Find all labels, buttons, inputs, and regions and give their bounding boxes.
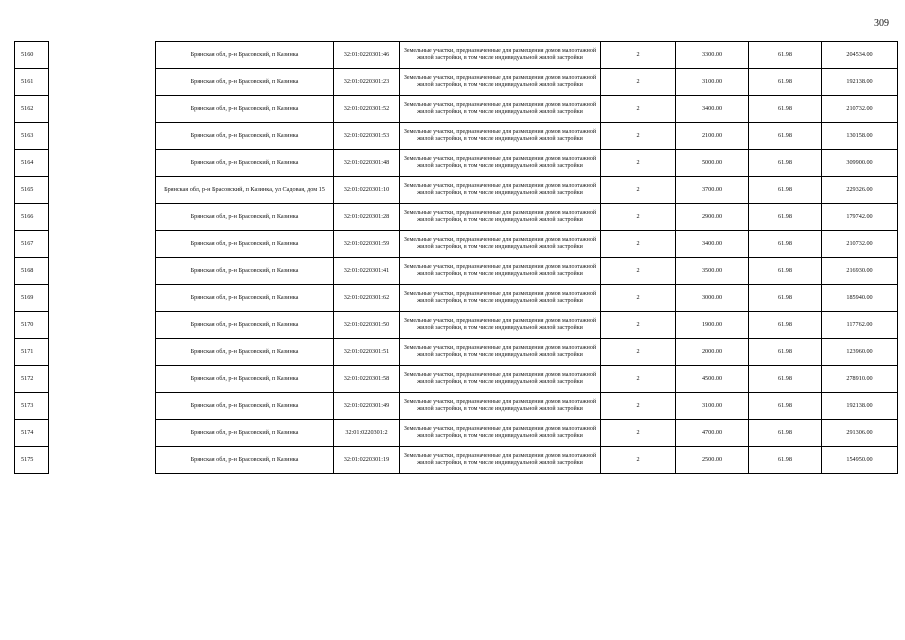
cadastral-value-cell: 291306.00 xyxy=(822,420,898,447)
blank-cell xyxy=(49,177,156,204)
land-use-cell: Земельные участки, предназначенные для размещения домов малоэтажной жилой застройки, в том числе индивидуальной жилой застройки xyxy=(400,150,601,177)
row-number-cell: 5168 xyxy=(15,258,49,285)
land-use-cell: Земельные участки, предназначенные для размещения домов малоэтажной жилой застройки, в том числе индивидуальной жилой застройки xyxy=(400,420,601,447)
cadastral-value-cell: 154950.00 xyxy=(822,447,898,474)
cadastral-value-cell: 216930.00 xyxy=(822,258,898,285)
blank-cell xyxy=(49,204,156,231)
area-cell: 2900.00 xyxy=(676,204,749,231)
category-cell: 2 xyxy=(601,312,676,339)
cadastral-number-cell: 32:01:0220301:19 xyxy=(334,447,400,474)
specific-value-cell: 61.98 xyxy=(749,231,822,258)
category-cell: 2 xyxy=(601,42,676,69)
area-cell: 3400.00 xyxy=(676,231,749,258)
cadastral-value-cell: 278910.00 xyxy=(822,366,898,393)
category-cell: 2 xyxy=(601,258,676,285)
land-use-cell: Земельные участки, предназначенные для размещения домов малоэтажной жилой застройки, в том числе индивидуальной жилой застройки xyxy=(400,285,601,312)
specific-value-cell: 61.98 xyxy=(749,393,822,420)
area-cell: 3300.00 xyxy=(676,42,749,69)
category-cell: 2 xyxy=(601,447,676,474)
category-cell: 2 xyxy=(601,150,676,177)
specific-value-cell: 61.98 xyxy=(749,285,822,312)
row-number-cell: 5169 xyxy=(15,285,49,312)
row-number-cell: 5160 xyxy=(15,42,49,69)
area-cell: 5000.00 xyxy=(676,150,749,177)
cadastral-number-cell: 32:01:0220301:23 xyxy=(334,69,400,96)
blank-cell xyxy=(49,42,156,69)
cadastral-number-cell: 32:01:0220301:51 xyxy=(334,339,400,366)
table-row xyxy=(15,258,898,285)
blank-cell xyxy=(49,150,156,177)
blank-cell xyxy=(49,339,156,366)
specific-value-cell: 61.98 xyxy=(749,258,822,285)
address-cell: Брянская обл, р-н Брасовский, п Казинка xyxy=(156,312,334,339)
row-number-cell: 5165 xyxy=(15,177,49,204)
area-cell: 3100.00 xyxy=(676,69,749,96)
table-row xyxy=(15,123,898,150)
specific-value-cell: 61.98 xyxy=(749,312,822,339)
table-row xyxy=(15,204,898,231)
cadastral-number-cell: 32:01:0220301:28 xyxy=(334,204,400,231)
cadastral-number-cell: 32:01:0220301:10 xyxy=(334,177,400,204)
row-number-cell: 5171 xyxy=(15,339,49,366)
cadastral-value-cell: 179742.00 xyxy=(822,204,898,231)
category-cell: 2 xyxy=(601,420,676,447)
cadastral-number-cell: 32:01:0220301:62 xyxy=(334,285,400,312)
blank-cell xyxy=(49,366,156,393)
cadastral-value-cell: 117762.00 xyxy=(822,312,898,339)
category-cell: 2 xyxy=(601,123,676,150)
area-cell: 2000.00 xyxy=(676,339,749,366)
land-use-cell: Земельные участки, предназначенные для размещения домов малоэтажной жилой застройки, в том числе индивидуальной жилой застройки xyxy=(400,42,601,69)
table-row xyxy=(15,393,898,420)
blank-cell xyxy=(49,123,156,150)
specific-value-cell: 61.98 xyxy=(749,204,822,231)
blank-cell xyxy=(49,312,156,339)
cadastral-number-cell: 32:01:0220301:2 xyxy=(334,420,400,447)
specific-value-cell: 61.98 xyxy=(749,42,822,69)
address-cell: Брянская обл, р-н Брасовский, п Казинка xyxy=(156,42,334,69)
table-row xyxy=(15,312,898,339)
blank-cell xyxy=(49,285,156,312)
area-cell: 3100.00 xyxy=(676,393,749,420)
row-number-cell: 5163 xyxy=(15,123,49,150)
page-number: 309 xyxy=(874,18,889,29)
area-cell: 2500.00 xyxy=(676,447,749,474)
row-number-cell: 5167 xyxy=(15,231,49,258)
table-row xyxy=(15,177,898,204)
area-cell: 3000.00 xyxy=(676,285,749,312)
land-use-cell: Земельные участки, предназначенные для размещения домов малоэтажной жилой застройки, в том числе индивидуальной жилой застройки xyxy=(400,393,601,420)
cadastral-value-cell: 309900.00 xyxy=(822,150,898,177)
cadastral-number-cell: 32:01:0220301:53 xyxy=(334,123,400,150)
land-use-cell: Земельные участки, предназначенные для размещения домов малоэтажной жилой застройки, в том числе индивидуальной жилой застройки xyxy=(400,312,601,339)
land-use-cell: Земельные участки, предназначенные для размещения домов малоэтажной жилой застройки, в том числе индивидуальной жилой застройки xyxy=(400,96,601,123)
cadastral-value-cell: 185940.00 xyxy=(822,285,898,312)
table-row xyxy=(15,231,898,258)
table-body xyxy=(15,42,898,474)
cadastral-number-cell: 32:01:0220301:50 xyxy=(334,312,400,339)
land-use-cell: Земельные участки, предназначенные для размещения домов малоэтажной жилой застройки, в том числе индивидуальной жилой застройки xyxy=(400,123,601,150)
address-cell: Брянская обл, р-н Брасовский, п Казинка xyxy=(156,96,334,123)
area-cell: 2100.00 xyxy=(676,123,749,150)
land-use-cell: Земельные участки, предназначенные для размещения домов малоэтажной жилой застройки, в том числе индивидуальной жилой застройки xyxy=(400,447,601,474)
table-row xyxy=(15,366,898,393)
blank-cell xyxy=(49,420,156,447)
category-cell: 2 xyxy=(601,177,676,204)
address-cell: Брянская обл, р-н Брасовский, п Казинка xyxy=(156,69,334,96)
table-row xyxy=(15,285,898,312)
table-row xyxy=(15,447,898,474)
category-cell: 2 xyxy=(601,393,676,420)
cadastral-value-cell: 210732.00 xyxy=(822,96,898,123)
blank-cell xyxy=(49,447,156,474)
address-cell: Брянская обл, р-н Брасовский, п Казинка xyxy=(156,366,334,393)
row-number-cell: 5173 xyxy=(15,393,49,420)
address-cell: Брянская обл, р-н Брасовский, п Казинка xyxy=(156,258,334,285)
cadastral-number-cell: 32:01:0220301:41 xyxy=(334,258,400,285)
cadastral-value-cell: 123960.00 xyxy=(822,339,898,366)
specific-value-cell: 61.98 xyxy=(749,447,822,474)
area-cell: 4500.00 xyxy=(676,366,749,393)
land-use-cell: Земельные участки, предназначенные для размещения домов малоэтажной жилой застройки, в том числе индивидуальной жилой застройки xyxy=(400,69,601,96)
address-cell: Брянская обл, р-н Брасовский, п Казинка xyxy=(156,339,334,366)
land-use-cell: Земельные участки, предназначенные для размещения домов малоэтажной жилой застройки, в том числе индивидуальной жилой застройки xyxy=(400,339,601,366)
address-cell: Брянская обл, р-н Брасовский, п Казинка xyxy=(156,150,334,177)
table-row xyxy=(15,42,898,69)
blank-cell xyxy=(49,393,156,420)
cadastral-value-cell: 192138.00 xyxy=(822,393,898,420)
address-cell: Брянская обл, р-н Брасовский, п Казинка xyxy=(156,393,334,420)
cadastral-value-cell: 229326.00 xyxy=(822,177,898,204)
specific-value-cell: 61.98 xyxy=(749,96,822,123)
address-cell: Брянская обл, р-н Брасовский, п Казинка xyxy=(156,204,334,231)
cadastral-value-table xyxy=(14,41,898,474)
row-number-cell: 5162 xyxy=(15,96,49,123)
cadastral-number-cell: 32:01:0220301:49 xyxy=(334,393,400,420)
cadastral-value-cell: 130158.00 xyxy=(822,123,898,150)
blank-cell xyxy=(49,258,156,285)
row-number-cell: 5164 xyxy=(15,150,49,177)
address-cell: Брянская обл, р-н Брасовский, п Казинка xyxy=(156,447,334,474)
category-cell: 2 xyxy=(601,339,676,366)
area-cell: 1900.00 xyxy=(676,312,749,339)
table-row xyxy=(15,69,898,96)
blank-cell xyxy=(49,96,156,123)
land-use-cell: Земельные участки, предназначенные для размещения домов малоэтажной жилой застройки, в том числе индивидуальной жилой застройки xyxy=(400,366,601,393)
blank-cell xyxy=(49,69,156,96)
row-number-cell: 5166 xyxy=(15,204,49,231)
specific-value-cell: 61.98 xyxy=(749,123,822,150)
cadastral-value-cell: 192138.00 xyxy=(822,69,898,96)
land-use-cell: Земельные участки, предназначенные для размещения домов малоэтажной жилой застройки, в том числе индивидуальной жилой застройки xyxy=(400,204,601,231)
address-cell: Брянская обл, р-н Брасовский, п Казинка xyxy=(156,123,334,150)
area-cell: 3500.00 xyxy=(676,258,749,285)
address-cell: Брянская обл, р-н Брасовский, п Казинка xyxy=(156,420,334,447)
address-cell: Брянская обл, р-н Брасовский, п Казинка, ул Садовая, дом 15 xyxy=(156,177,334,204)
specific-value-cell: 61.98 xyxy=(749,339,822,366)
blank-cell xyxy=(49,231,156,258)
category-cell: 2 xyxy=(601,96,676,123)
category-cell: 2 xyxy=(601,231,676,258)
cadastral-value-cell: 204534.00 xyxy=(822,42,898,69)
category-cell: 2 xyxy=(601,204,676,231)
category-cell: 2 xyxy=(601,69,676,96)
cadastral-table-wrapper xyxy=(14,41,898,474)
table-row xyxy=(15,420,898,447)
row-number-cell: 5172 xyxy=(15,366,49,393)
area-cell: 4700.00 xyxy=(676,420,749,447)
address-cell: Брянская обл, р-н Брасовский, п Казинка xyxy=(156,285,334,312)
specific-value-cell: 61.98 xyxy=(749,420,822,447)
address-cell: Брянская обл, р-н Брасовский, п Казинка xyxy=(156,231,334,258)
area-cell: 3400.00 xyxy=(676,96,749,123)
area-cell: 3700.00 xyxy=(676,177,749,204)
category-cell: 2 xyxy=(601,366,676,393)
cadastral-number-cell: 32:01:0220301:52 xyxy=(334,96,400,123)
specific-value-cell: 61.98 xyxy=(749,177,822,204)
table-row xyxy=(15,339,898,366)
row-number-cell: 5161 xyxy=(15,69,49,96)
cadastral-value-cell: 210732.00 xyxy=(822,231,898,258)
cadastral-number-cell: 32:01:0220301:46 xyxy=(334,42,400,69)
cadastral-number-cell: 32:01:0220301:59 xyxy=(334,231,400,258)
category-cell: 2 xyxy=(601,285,676,312)
row-number-cell: 5170 xyxy=(15,312,49,339)
land-use-cell: Земельные участки, предназначенные для размещения домов малоэтажной жилой застройки, в том числе индивидуальной жилой застройки xyxy=(400,231,601,258)
table-row xyxy=(15,150,898,177)
specific-value-cell: 61.98 xyxy=(749,150,822,177)
specific-value-cell: 61.98 xyxy=(749,366,822,393)
row-number-cell: 5175 xyxy=(15,447,49,474)
land-use-cell: Земельные участки, предназначенные для размещения домов малоэтажной жилой застройки, в том числе индивидуальной жилой застройки xyxy=(400,258,601,285)
cadastral-number-cell: 32:01:0220301:58 xyxy=(334,366,400,393)
cadastral-number-cell: 32:01:0220301:48 xyxy=(334,150,400,177)
table-row xyxy=(15,96,898,123)
specific-value-cell: 61.98 xyxy=(749,69,822,96)
land-use-cell: Земельные участки, предназначенные для размещения домов малоэтажной жилой застройки, в том числе индивидуальной жилой застройки xyxy=(400,177,601,204)
row-number-cell: 5174 xyxy=(15,420,49,447)
